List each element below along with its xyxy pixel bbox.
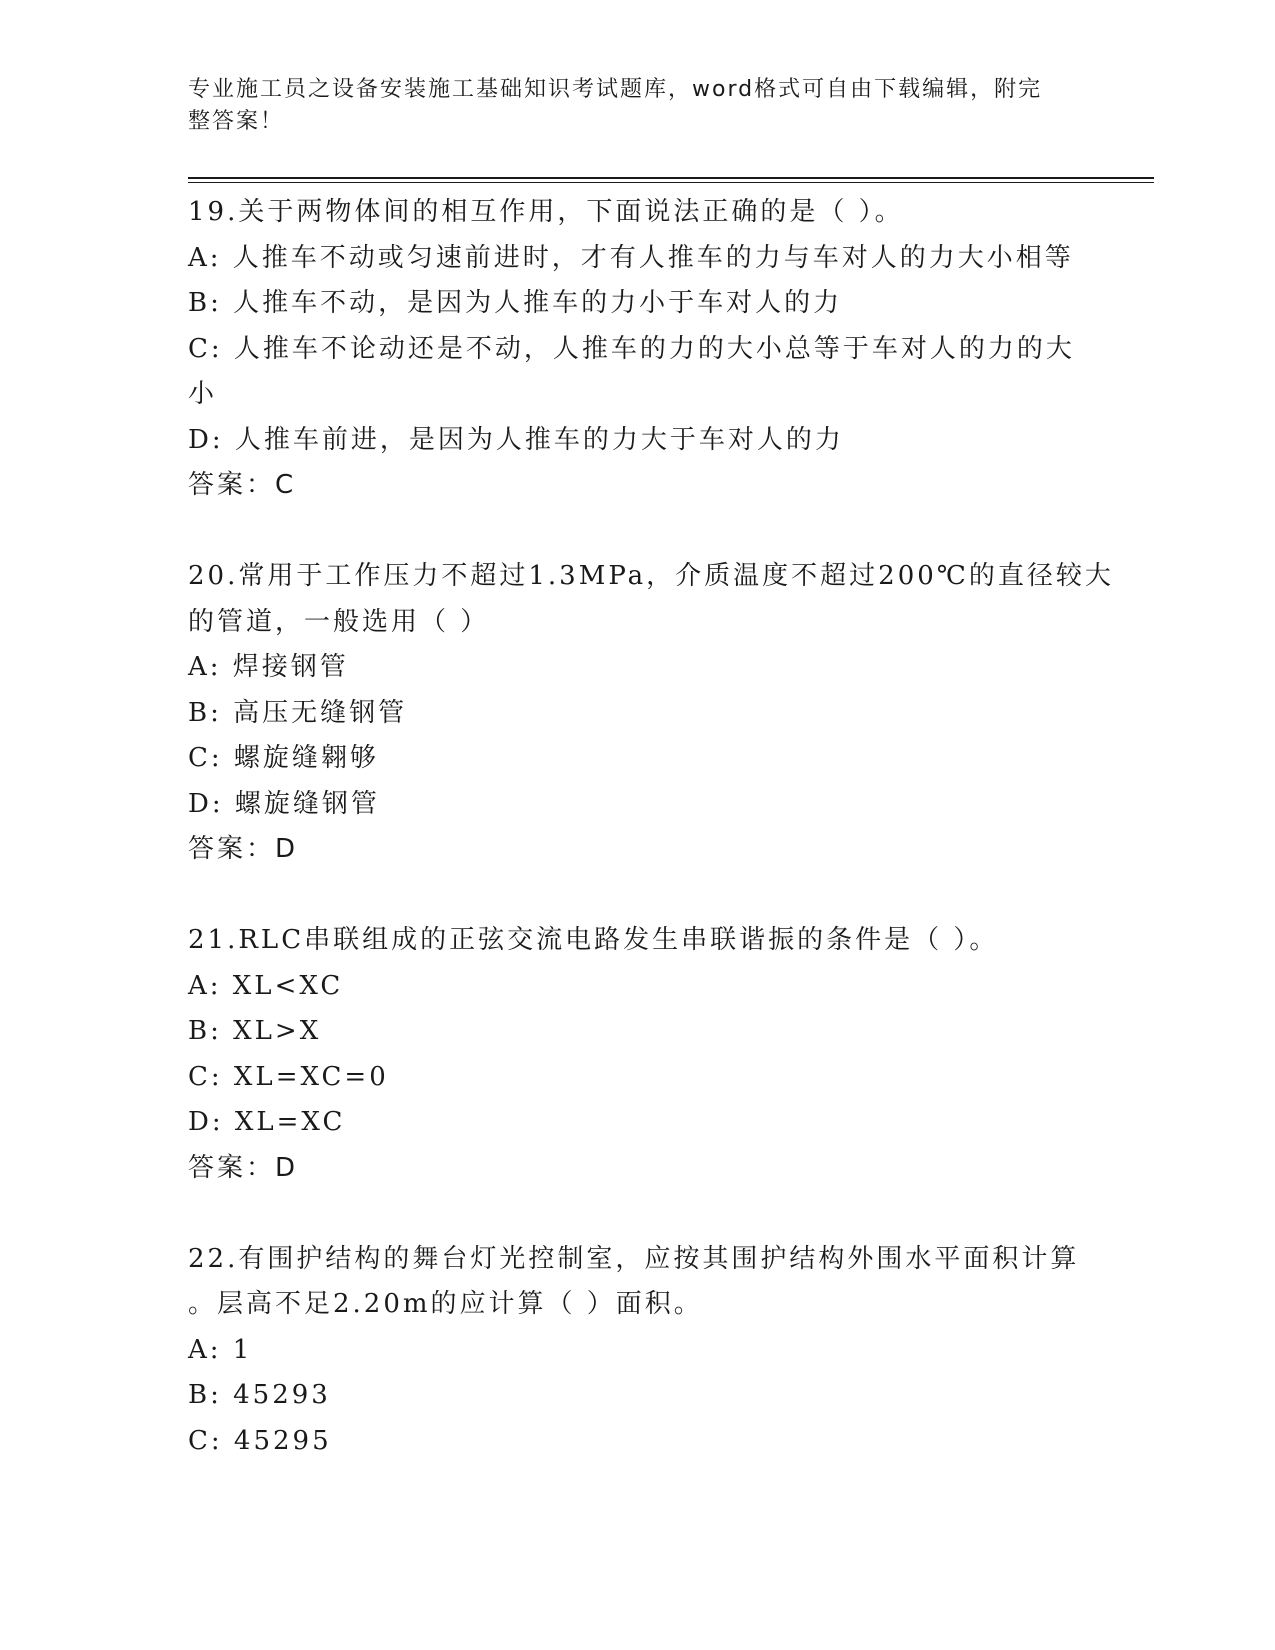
option-c-continued: 小 xyxy=(188,379,218,409)
question-text: 21.RLC串联组成的正弦交流电路发生串联谐振的条件是（ ）。 xyxy=(188,925,999,955)
option-c: C: XL=XC=0 xyxy=(188,1061,389,1092)
question-19 xyxy=(188,190,1088,509)
option-a: A: 1 xyxy=(188,1334,253,1365)
answer-text: 答案：C xyxy=(188,470,297,500)
option-d: D: XL=XC xyxy=(188,1107,346,1137)
option-a: A: XL<XC xyxy=(188,970,344,1001)
document-header xyxy=(188,74,1068,138)
question-spacer xyxy=(188,1191,1088,1237)
question-20 xyxy=(188,554,1114,873)
answer-text: 答案：D xyxy=(188,834,299,864)
option-a: A: 人推车不动或匀速前进时，才有人推车的力与车对人的力大小相等 xyxy=(188,242,1074,273)
option-b: B: 高压无缝钢管 xyxy=(188,697,408,728)
question-spacer xyxy=(188,873,1088,919)
header-line-2: 整答案！ xyxy=(188,109,285,134)
question-22 xyxy=(188,1237,1088,1465)
header-rule-thick xyxy=(188,177,1154,179)
option-c: C: 45295 xyxy=(188,1425,332,1456)
question-21 xyxy=(188,918,1088,1191)
option-b: B: 45293 xyxy=(188,1380,331,1410)
question-list xyxy=(188,190,1114,1464)
option-d: D: 螺旋缝钢管 xyxy=(188,788,380,819)
option-b: B: 人推车不动，是因为人推车的力小于车对人的力 xyxy=(188,288,843,318)
option-b: B: XL>X xyxy=(188,1016,322,1046)
question-text: 19.关于两物体间的相互作用，下面说法正确的是（ ）。 xyxy=(188,197,904,227)
option-d: D: 人推车前进，是因为人推车的力大于车对人的力 xyxy=(188,424,844,455)
question-text-continued: 。层高不足2.20m的应计算（ ）面积。 xyxy=(188,1289,703,1319)
question-text: 22.有围护结构的舞台灯光控制室，应按其围护结构外围水平面积计算 xyxy=(188,1243,1080,1274)
question-text-continued: 的管道，一般选用（ ） xyxy=(188,606,490,637)
question-text: 20.常用于工作压力不超过1.3MPa，介质温度不超过200℃的直径较大 xyxy=(188,561,1114,591)
option-c: C: 人推车不论动还是不动，人推车的力的大小总等于车对人的力的大 xyxy=(188,333,1075,364)
header-rule-thin xyxy=(188,182,1154,183)
answer-text: 答案：D xyxy=(188,1152,299,1183)
question-spacer xyxy=(188,509,1088,555)
header-line-1: 专业施工员之设备安装施工基础知识考试题库，word格式可自由下载编辑，附完 xyxy=(188,77,1043,102)
option-a: A: 焊接钢管 xyxy=(188,652,349,682)
option-c: C: 螺旋缝翱够 xyxy=(188,743,379,773)
